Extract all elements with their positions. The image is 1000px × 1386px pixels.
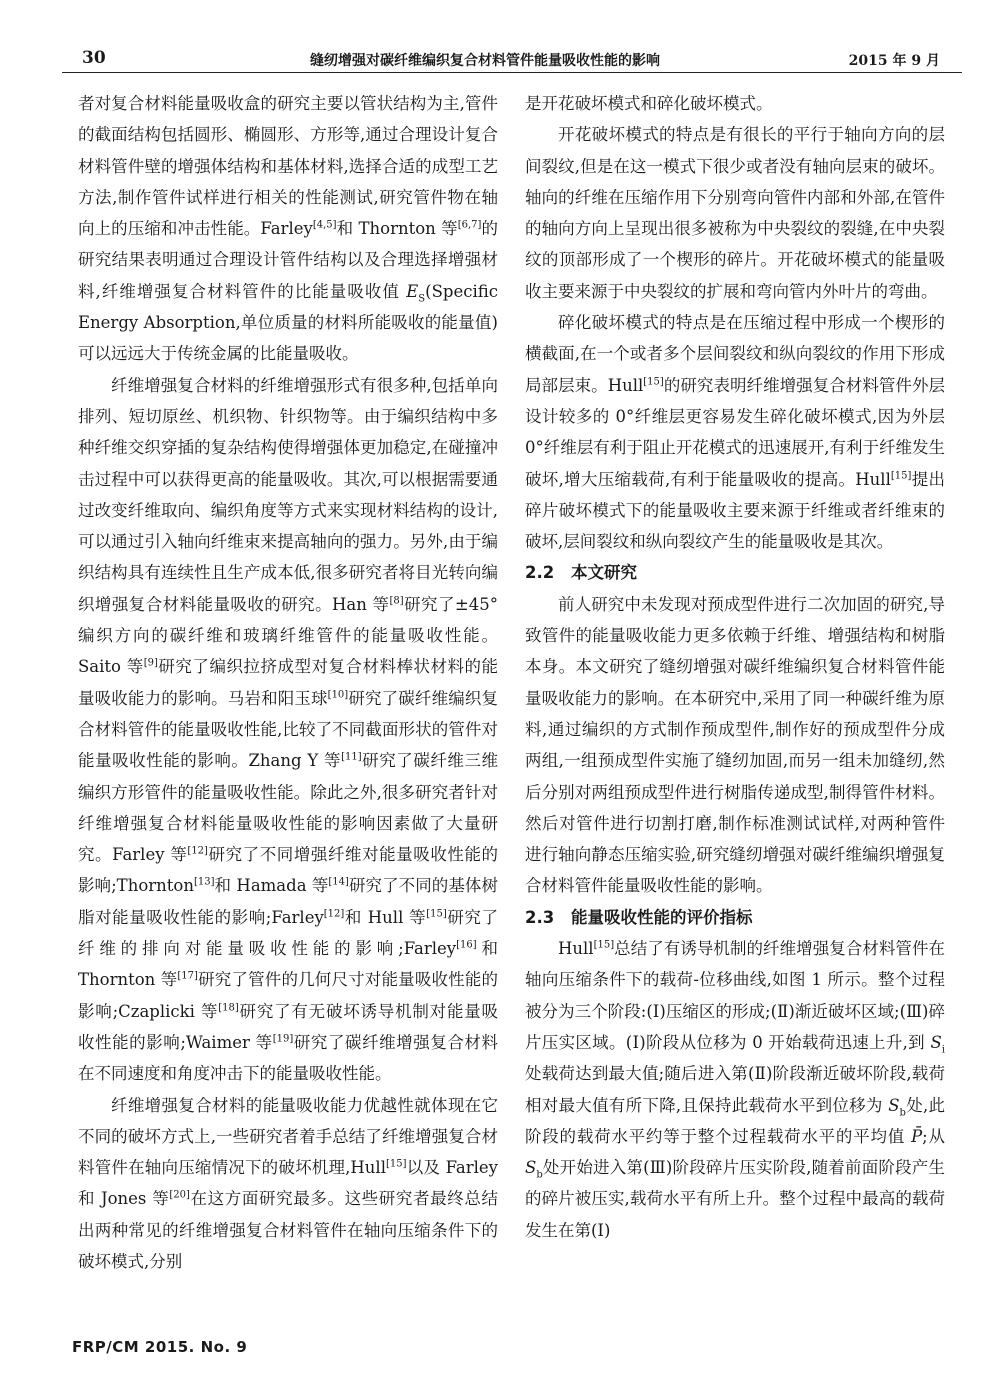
citation: [9]: [143, 657, 158, 669]
citation: [18]: [218, 1002, 239, 1014]
citation: [15]: [593, 939, 615, 951]
paragraph: 碎化破坏模式的特点是在压缩过程中形成一个楔形的横截面,在一个或者多个层间裂纹和纵向裂纹的作用下形成局部层束。Hull[15]的研究表明纤维增强复合材料管件外层设计较多的 0°纤维层更容易发生碎化破坏模式,因为外层 0°纤维层有利于阻止开花模式的迅速展开,有利于纤维发生破坏,增大压缩载荷,有利于能量吸收的提高。Hull[15]提出碎片破坏模式下的能量吸收主要来源于纤维或者纤维束的破坏,层间裂纹和纵向裂纹产生的能量吸收是其次。: [525, 313, 946, 552]
issue-date: 2015 年 9 月: [848, 53, 940, 69]
citation: [6,7]: [457, 219, 482, 231]
journal-footer: FRP/CM 2015. No. 9: [72, 1338, 248, 1356]
citation: [15]: [643, 376, 664, 388]
citation: [13]: [193, 876, 215, 888]
citation: [12]: [187, 845, 208, 857]
section-number: 2.2: [525, 563, 555, 583]
citation: [8]: [389, 595, 404, 607]
citation: [19]: [272, 1033, 294, 1045]
section-title: 能量吸收性能的评价指标: [571, 907, 753, 927]
citation: [17]: [177, 970, 198, 982]
citation: [16]: [456, 939, 477, 951]
paragraph: 者对复合材料能量吸收盒的研究主要以管状结构为主,管件的截面结构包括圆形、椭圆形、方形等,通过合理设计复合材料管件壁的增强体结构和基体材料,选择合适的成型工艺方法,制作管件试样进行相关的性能测试,研究管件物在轴向上的压缩和冲击性能。Farley[4,5]和 Thornton 等[6,7]的研究结果表明通过合理设计管件结构以及合理选择增强材料,纤维增强复合材料管件的比能量吸收值 $E_S(Specific$ Energy Absorption,单位质量的材料所能吸收的能量值)可以远远大于传统金属的比能量吸收。: [78, 94, 499, 364]
citation: [12]: [323, 908, 345, 920]
paragraph: 是开花破坏模式和碎化破坏模式。: [525, 94, 773, 113]
paragraph: 纤维增强复合材料的纤维增强形式有很多种,包括单向排列、短切原丝、机织物、针织物等。由于编织结构中多种纤维交织穿插的复杂结构使得增强体更加稳定,在碰撞冲击过程中可以获得更高的能量吸收。其次,可以根据需要通过改变纤维取向、编织角度等方式来实现材料结构的设计,可以通过引入轴向纤维束来提高轴向的强力。另外,由于编织结构具有连续性且生产成本低,很多研究者将目光转向编织增强复合材料能量吸收的研究。Han 等[8]研究了±45°编织方向的碳纤维和玻璃纤维管件的能量吸收性能。Saito 等[9]研究了编织拉挤成型对复合材料棒状材料的能量吸收能力的影响。马岩和阳玉球[10]研究了碳纤维编织复合材料管件的能量吸收性能,比较了不同截面形状的管件对能量吸收性能的影响。Zhang Y 等[11]研究了碳纤维三维编织方形管件的能量吸收性能。除此之外,很多研究者针对纤维增强复合材料能量吸收性能的影响因素做了大量研究。Farley 等[12]研究了不同增强纤维对能量吸收性能的影响;Thornton[13]和 Hamada 等[14]研究了不同的基体树脂对能量吸收性能的影响;Farley[12]和 Hull 等[15]研究了纤维的排向对能量吸收性能的影响;Farley[16]和 Thornton 等[17]研究了管件的几何尺寸对能量吸收性能的影响;Czaplicki 等[18]研究了有无破坏诱导机制对能量吸收性能的影响;Waimer 等[19]研究了碳纤维增强复合材料在不同速度和角度冲击下的能量吸收性能。: [78, 375, 499, 1084]
right-column: [525, 88, 945, 1246]
citation: [11]: [341, 751, 362, 763]
page-header: [62, 46, 962, 73]
page-number: 30: [82, 48, 106, 68]
running-title: 缝纫增强对碳纤维编织复合材料管件能量吸收性能的影响: [310, 53, 660, 69]
citation: [15]: [386, 1158, 407, 1170]
paragraph: 开花破坏模式的特点是有很长的平行于轴向方向的层间裂纹,但是在这一模式下很少或者没有轴向层束的破坏。轴向的纤维在压缩作用下分别弯向管件内部和外部,在管件的轴向方向上呈现出很多被称为中央裂纹的裂缝,在中央裂纹的顶部形成了一个楔形的碎片。开花破坏模式的能量吸收主要来源于中央裂纹的扩展和弯向管内外叶片的弯曲。: [525, 125, 945, 301]
citation: [4,5]: [312, 219, 337, 231]
citation: [10]: [327, 689, 349, 701]
section-number: 2.3: [525, 907, 555, 927]
paragraph: 前人研究中未发现对预成型件进行二次加固的研究,导致管件的能量吸收能力更多依赖于纤维、增强结构和树脂本身。本文研究了缝纫增强对碳纤维编织复合材料管件能量吸收能力的影响。在本研究中,采用了同一种碳纤维为原料,通过编织的方式制作预成型件,制作好的预成型件分成两组,一组预成型件实施了缝纫加固,而另一组未加缝纫,然后分别对两组预成型件进行树脂传递成型,制得管件材料。然后对管件进行切割打磨,制作标准测试试样,对两种管件进行轴向静态压缩实验,研究缝纫增强对碳纤维编织增强复合材料管件能量吸收性能的影响。: [525, 594, 945, 896]
paragraph: 纤维增强复合材料的能量吸收能力优越性就体现在它不同的破坏方式上,一些研究者着手总结了纤维增强复合材料管件在轴向压缩情况下的破坏机理,Hull[15]以及 Farley 和 Jones 等[20]在这方面研究最多。这些研究者最终总结出两种常见的纤维增强复合材料管件在轴向压缩条件下的破坏模式,分别: [78, 1095, 499, 1271]
section-heading: [525, 557, 945, 588]
citation: [15]: [426, 908, 447, 920]
left-column: [78, 88, 498, 1277]
citation: [15]: [890, 470, 912, 482]
citation: [20]: [169, 1189, 190, 1201]
paragraph: Hull[15]总结了有诱导机制的纤维增强复合材料管件在轴向压缩条件下的载荷-位移曲线,如图 1 所示。整个过程被分为三个阶段:(Ⅰ)压缩区的形成;(Ⅱ)渐近破坏区域;(Ⅲ)碎片压实区域。(Ⅰ)阶段从位移为 0 开始载荷迅速上升,到 $S_i$处载荷达到最大值;随后进入第(Ⅱ)阶段渐近破坏阶段,载荷相对最大值有所下降,且保持此载荷水平到位移为 $S_b$处,此阶段的载荷水平约等于整个过程载荷水平的平均值 P̄;从 $S_b$处开始进入第(Ⅲ)阶段碎片压实阶段,随着前面阶段产生的碎片被压实,载荷水平有所上升。整个过程中最高的载荷发生在第(Ⅰ): [525, 939, 946, 1240]
section-title: 本文研究: [571, 563, 637, 583]
citation: [14]: [328, 876, 349, 888]
section-heading: [525, 902, 945, 933]
